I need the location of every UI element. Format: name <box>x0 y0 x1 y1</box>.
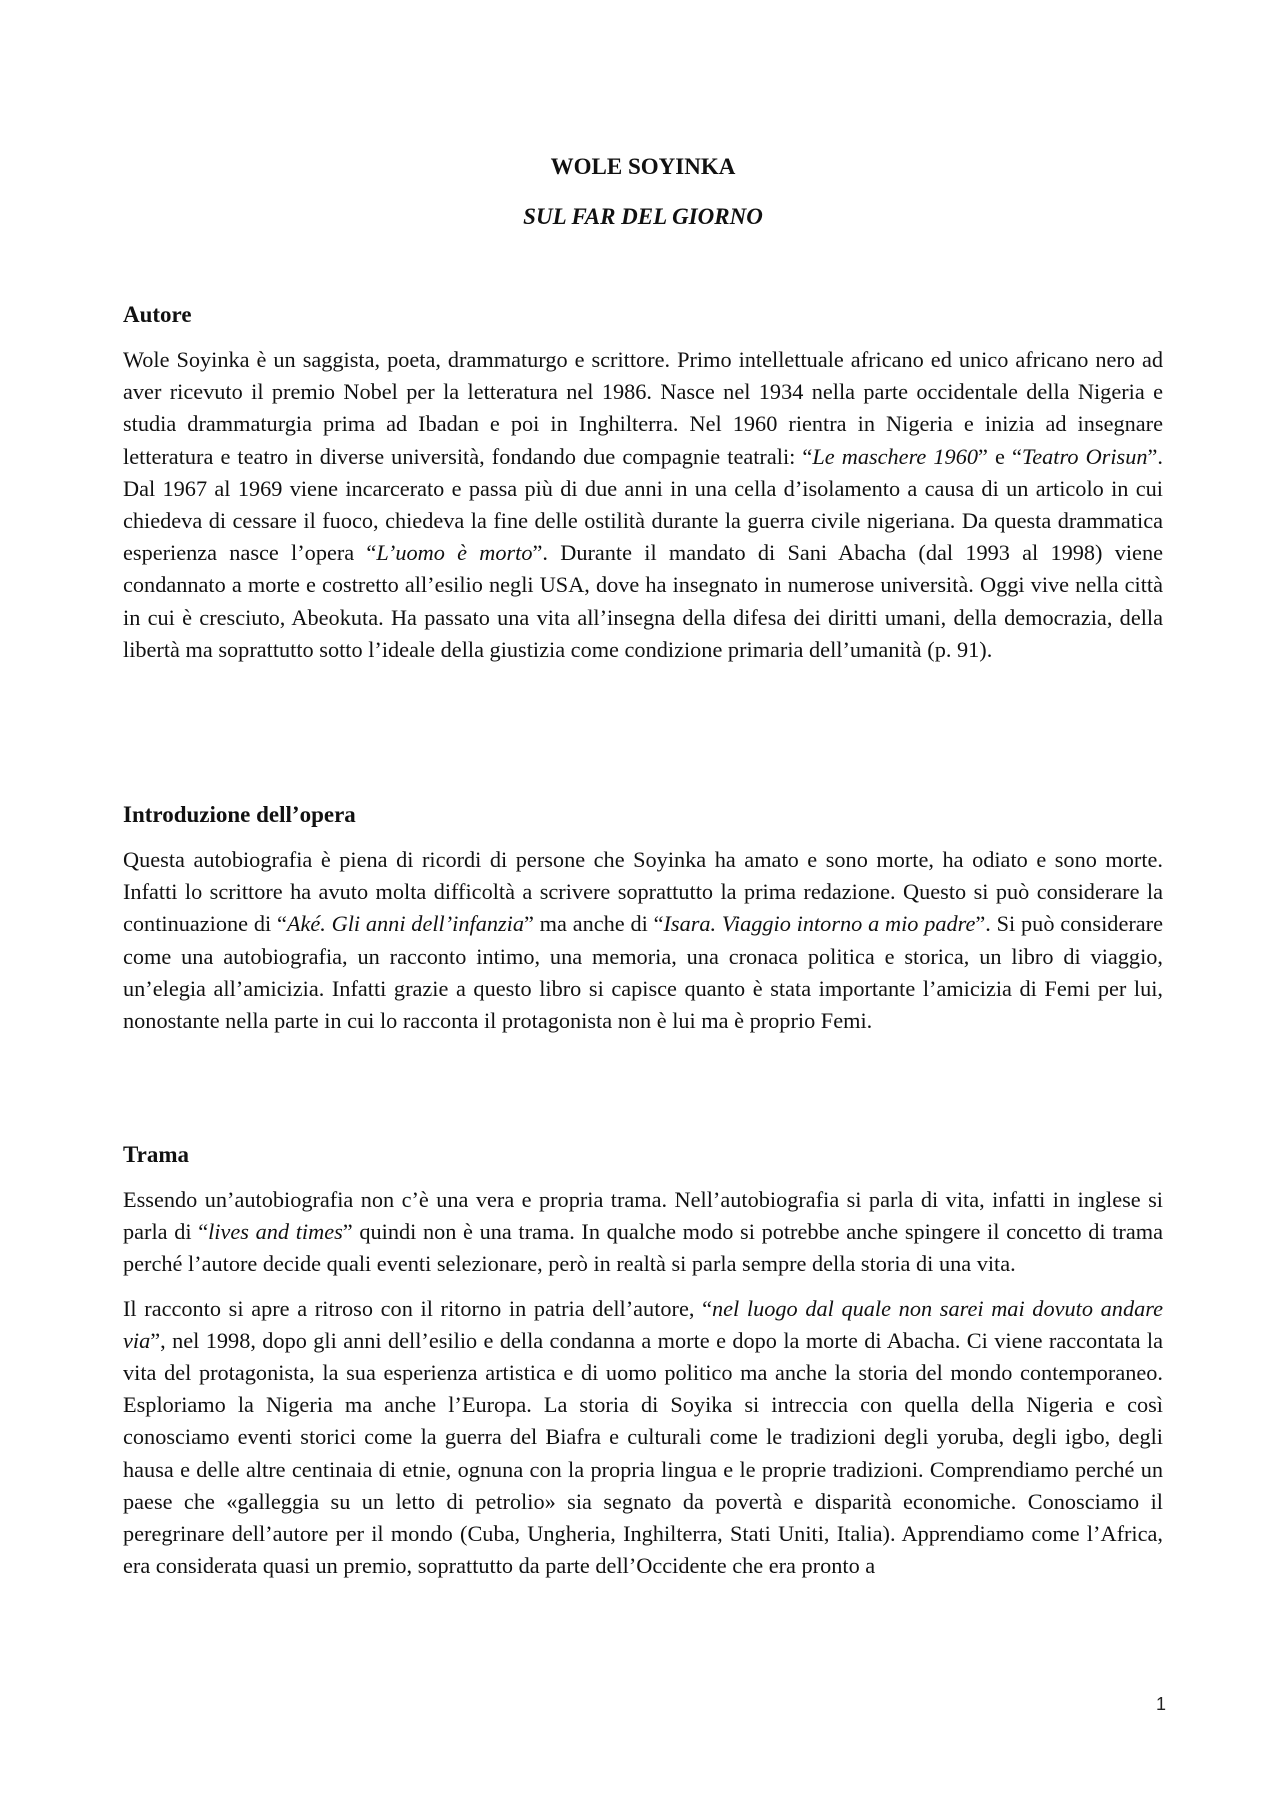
section-heading-autore: Autore <box>123 302 192 327</box>
section-autore <box>123 300 1163 678</box>
paragraph-introduzione: Questa autobiografia è piena di ricordi di persone che Soyinka ha amato e sono morte, ha odiato e sono morte. Infatti lo scrittore ha avuto molta difficoltà a scrivere soprattutto la prima redazione. Questo si può considerare la continuazione di “Aké. Gli anni dell’infanzia” ma anche di “Isara. Viaggio intorno a mio padre”. Si può considerare come una autobiografia, un racconto intimo, una memoria, una cronaca politica e storica, un libro di viaggio, un’elegia all’amicizia. Infatti grazie a questo libro si capisce quanto è stata importante l’amicizia di Femi per lui, nonostante nella parte in cui lo racconta il protagonista non è lui ma è proprio Femi. <box>123 847 1163 1034</box>
paragraph-autore: Wole Soyinka è un saggista, poeta, drammaturgo e scrittore. Primo intellettuale africano ed unico africano nero ad aver ricevuto il premio Nobel per la letteratura nel 1986. Nasce nel 1934 nella parte occidentale della Nigeria e studia drammaturgia prima ad Ibadan e poi in Inghilterra. Nel 1960 rientra in Nigeria e inizia ad insegnare letteratura e teatro in diverse università, fondando due compagnie teatrali: “Le maschere 1960” e “Teatro Orisun”. Dal 1967 al 1969 viene incarcerato e passa più di due anni in una cella d’isolamento a causa di un articolo in cui chiedeva di cessare il fuoco, chiedeva la fine delle ostilità durante la guerra civile nigeriana. Da questa drammatica esperienza nasce l’opera “L’uomo è morto”. Durante il mandato di Sani Abacha (dal 1993 al 1998) viene condannato a morte e costretto all’esilio negli USA, dove ha insegnato in numerose università. Oggi vive nella città in cui è cresciuto, Abeokuta. Ha passato una vita all’insegna della difesa dei diritti umani, della democrazia, della libertà ma soprattutto sotto l’ideale della giustizia come condizione primaria dell’umanità (p. 91). <box>123 347 1164 662</box>
section-introduzione <box>123 800 1163 1049</box>
paragraph-trama-1: Essendo un’autobiografia non c’è una vera e propria trama. Nell’autobiografia si parla di vita, infatti in inglese si parla di “lives and times” quindi non è una trama. In qualche modo si potrebbe anche spingere il concetto di trama perché l’autore decide quali eventi selezionare, però in realtà si parla sempre della storia di una vita. <box>123 1187 1163 1277</box>
document-subtitle: SUL FAR DEL GIORNO <box>523 204 763 229</box>
section-heading-introduzione: Introduzione dell’opera <box>123 802 356 827</box>
page-number: 1 <box>1155 1694 1166 1714</box>
paragraph-trama-2: Il racconto si apre a ritroso con il ritorno in patria dell’autore, “nel luogo dal quale non sarei mai dovuto andare via”, nel 1998, dopo gli anni dell’esilio e della condanna a morte e dopo la morte di Abacha. Ci viene raccontata la vita del protagonista, la sua esperienza artistica e di uomo politico ma anche la storia del mondo contemporaneo. Esploriamo la Nigeria ma anche l’Europa. La storia di Soyika si intreccia con quella della Nigeria e così conosciamo eventi storici come la guerra del Biafra e culturali come le tradizioni degli yoruba, degli igbo, degli hausa e delle altre centinaia di etnie, ognuna con la propria lingua e le proprie tradizioni. Comprendiamo perché un paese che «galleggia su un letto di petrolio» sia segnato da povertà e disparità economiche. Conosciamo il peregrinare dell’autore per il mondo (Cuba, Ungheria, Inghilterra, Stati Uniti, Italia). Apprendiamo come l’Africa, era considerata quasi un premio, soprattutto da parte dell’Occidente che era pronto a <box>123 1295 1163 1579</box>
document-title: WOLE SOYINKA <box>550 154 736 179</box>
section-trama <box>123 1140 1163 1594</box>
section-heading-trama: Trama <box>123 1142 190 1167</box>
